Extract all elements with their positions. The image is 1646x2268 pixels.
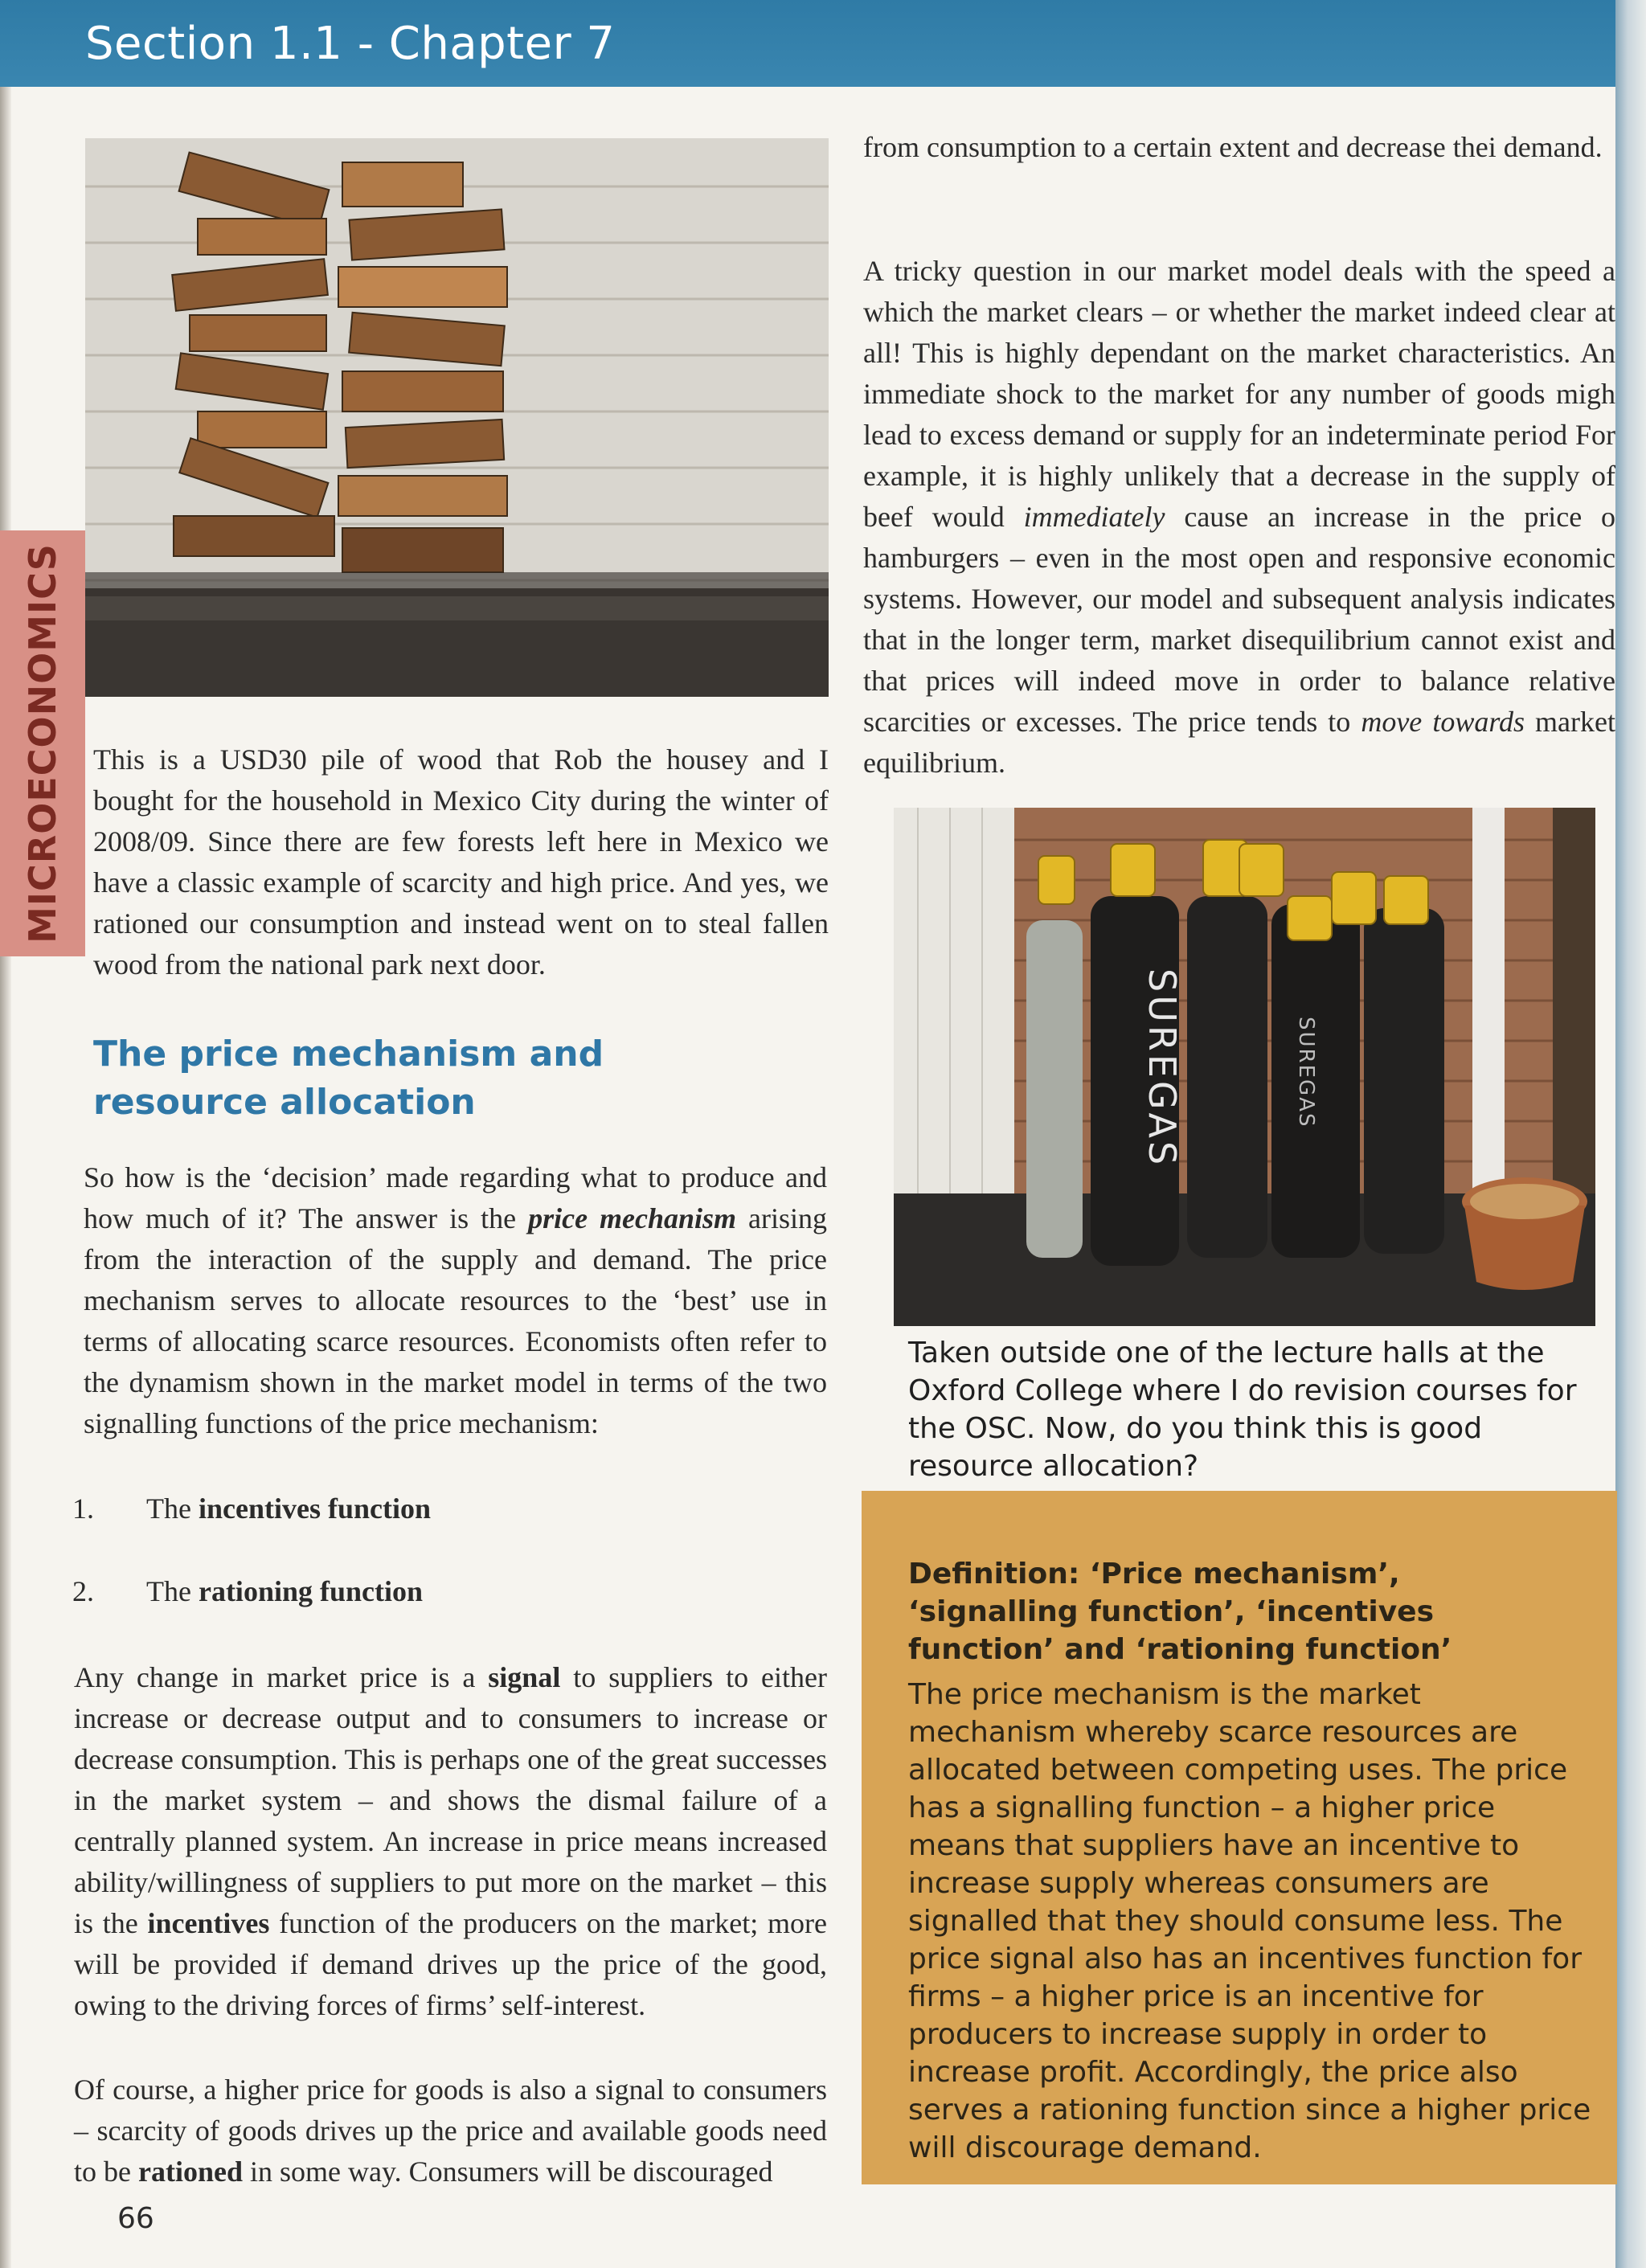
list-number: 2. xyxy=(72,1575,94,1607)
section-chapter-title: Section 1.1 - Chapter 7 xyxy=(85,18,616,70)
list-text: The rationing function xyxy=(146,1575,424,1607)
list-number: 1. xyxy=(72,1492,94,1525)
definition-body: The price mechanism is the market mechanism whereby scarce resources are allocated between competing uses. The price has a signalling function – a higher price means that suppliers have an incentive to increase supply whereas consumers are signalled that they should consume less. The price signal also has an incentives function for firms – a higher price is an incentive for producers to increase supply in order to increase profit. Accordingly, the price also serves a rationing function since a higher price will discourage demand. xyxy=(908,1678,1591,2164)
cylinder-label: SUREGAS xyxy=(1294,1017,1318,1128)
signal-paragraph: Any change in market price is a signal to suppliers to either increase or decrease output and to consumers to increase or decrease consumption. This is perhaps one of the great successes in the market system – and shows the dismal failure of a centrally planned system. An increase in price means increased ability/willingness of suppliers to put more on the market – this is the incentives function of the producers on the market; more will be provided if demand drives up the price of the good, owing to the driving forces of firms’ self-interest. xyxy=(74,1661,827,2021)
definition-title: Definition: ‘Price mechanism’, ‘signalling function’, ‘incentives function’ and ‘rationing function’ xyxy=(908,1558,1452,1666)
page-number: 66 xyxy=(117,2202,154,2235)
list-text: The incentives function xyxy=(146,1492,431,1525)
gas-photo-caption: Taken outside one of the lecture halls at the Oxford College where I do revision courses for the OSC. Now, do you think this is good resource allocation? xyxy=(908,1337,1577,1483)
intro-paragraph: So how is the ‘decision’ made regarding what to produce and how much of it? The answer is the price mechanism arising from the interaction of the supply and demand. The price mechanism serves to allocate resources to the ‘best’ use in terms of allocating scarce resources. Economists often refer to the dynamism shown in the market model in terms of the two signalling functions of the price mechanism: xyxy=(84,1161,828,1439)
market-clearing-paragraph: A tricky question in our market model deals with the speed a which the market clears – or whether the market indeed clear at all! This is highly dependant on the market characteristics. An immediate shock to the market for any number of goods migh lead to excess demand or supply for an indeterminate period For example, it is highly unlikely that a decrease in the supply of beef would immediately cause an increase in the price o hamburgers – even in the most open and responsive economic systems. However, our model and subsequent analysis indicates that in the longer term, market disequilibrium cannot exist and that prices will indeed move in order to balance relative scarcities or excesses. The price tends to move towards market equilibrium. xyxy=(863,255,1615,779)
gas-cylinders-photo xyxy=(894,808,1595,1326)
section-heading: The price mechanism and resource allocation xyxy=(93,1034,604,1123)
page-binding-shadow xyxy=(0,87,11,2268)
wood-pile-photo xyxy=(85,138,829,697)
continued-paragraph: from consumption to a certain extent and decrease thei demand. xyxy=(863,131,1603,163)
rationing-paragraph: Of course, a higher price for goods is also a signal to consumers – scarcity of goods drives up the price and available goods need to be rationed in some way. Consumers will be discouraged xyxy=(74,2074,827,2188)
side-tab-label: MICROECONOMICS xyxy=(21,543,64,944)
cylinder-label: SUREGAS xyxy=(1140,968,1184,1169)
wood-photo-caption: This is a USD30 pile of wood that Rob the housey and I bought for the household in Mexico City during the winter of 2008/09. Since there are few forests left here in Mexico we have a classic example of scarcity and high price. And yes, we rationed our consumption and instead went on to steal fallen wood from the national park next door. xyxy=(93,743,829,980)
page-edge xyxy=(1615,0,1646,2268)
